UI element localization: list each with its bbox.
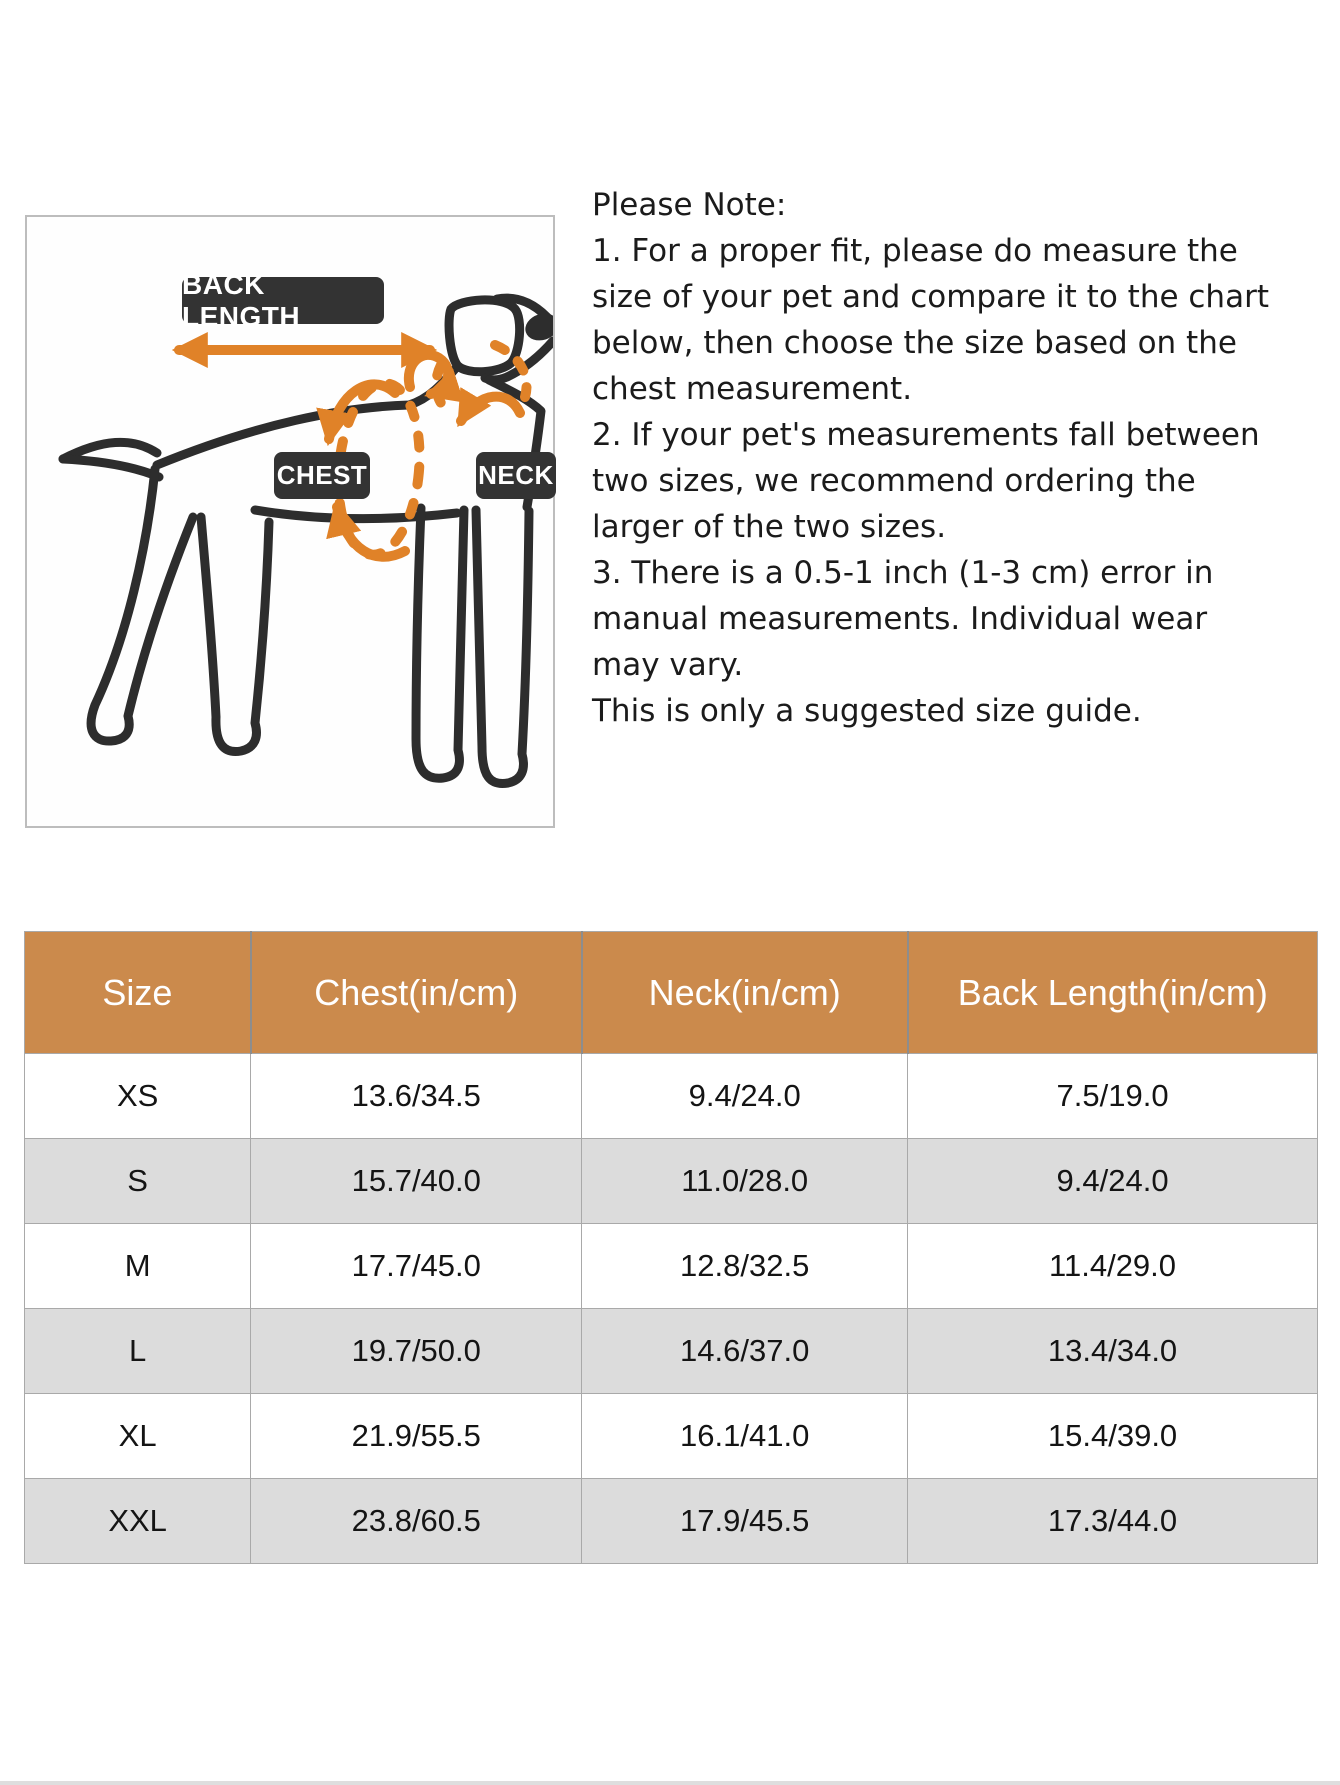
cell-size: XL	[25, 1394, 251, 1479]
cell-chest: 23.8/60.5	[251, 1479, 582, 1564]
header-chest: Chest(in/cm)	[251, 932, 582, 1054]
neck-label: NECK	[476, 452, 556, 499]
note-line: This is only a suggested size guide.	[592, 693, 1142, 729]
table-row-xs	[25, 1054, 1318, 1139]
table-row-xxl	[25, 1479, 1318, 1564]
note-line: chest measurement.	[592, 371, 913, 407]
cell-size: S	[25, 1139, 251, 1224]
note-line: below, then choose the size based on the	[592, 325, 1237, 361]
table-row-xl	[25, 1394, 1318, 1479]
table-row-l	[25, 1309, 1318, 1394]
cell-chest: 17.7/45.0	[251, 1224, 582, 1309]
note-line: two sizes, we recommend ordering the	[592, 463, 1196, 499]
table-row-s	[25, 1139, 1318, 1224]
cell-neck: 16.1/41.0	[582, 1394, 908, 1479]
note-line: 3. There is a 0.5-1 inch (1-3 cm) error in	[592, 555, 1214, 591]
back-length-label: BACK LENGTH	[182, 277, 384, 324]
note-line: larger of the two sizes.	[592, 509, 947, 545]
size-table-header-row	[25, 932, 1318, 1054]
cell-back-length: 17.3/44.0	[908, 1479, 1318, 1564]
cell-neck: 11.0/28.0	[582, 1139, 908, 1224]
cell-chest: 13.6/34.5	[251, 1054, 582, 1139]
table-row-m	[25, 1224, 1318, 1309]
neck-arrow	[461, 397, 520, 421]
note-line: may vary.	[592, 647, 744, 683]
note-line: 1. For a proper fit, please do measure the	[592, 233, 1238, 269]
cell-chest: 15.7/40.0	[251, 1139, 582, 1224]
header-neck: Neck(in/cm)	[582, 932, 908, 1054]
header-back-length: Back Length(in/cm)	[908, 932, 1318, 1054]
note-line: 2. If your pet's measurements fall between	[592, 417, 1260, 453]
dog-nose	[522, 309, 553, 344]
size-table	[24, 931, 1318, 1564]
note-line: manual measurements. Individual wear	[592, 601, 1208, 637]
cell-chest: 19.7/50.0	[251, 1309, 582, 1394]
cell-chest: 21.9/55.5	[251, 1394, 582, 1479]
cell-neck: 9.4/24.0	[582, 1054, 908, 1139]
cell-back-length: 15.4/39.0	[908, 1394, 1318, 1479]
cell-neck: 14.6/37.0	[582, 1309, 908, 1394]
cell-neck: 17.9/45.5	[582, 1479, 908, 1564]
dog-body-outline	[63, 298, 553, 783]
note-section	[592, 182, 1322, 734]
chest-label: CHEST	[274, 452, 370, 499]
dog-measurement-diagram	[25, 215, 555, 828]
cell-back-length: 9.4/24.0	[908, 1139, 1318, 1224]
image-bottom-edge	[0, 1781, 1340, 1785]
header-size: Size	[25, 932, 251, 1054]
cell-size: XS	[25, 1054, 251, 1139]
cell-back-length: 13.4/34.0	[908, 1309, 1318, 1394]
cell-size: XXL	[25, 1479, 251, 1564]
note-title: Please Note:	[592, 187, 787, 223]
note-line: size of your pet and compare it to the chart	[592, 279, 1269, 315]
cell-back-length: 7.5/19.0	[908, 1054, 1318, 1139]
cell-size: M	[25, 1224, 251, 1309]
cell-neck: 12.8/32.5	[582, 1224, 908, 1309]
cell-size: L	[25, 1309, 251, 1394]
cell-back-length: 11.4/29.0	[908, 1224, 1318, 1309]
